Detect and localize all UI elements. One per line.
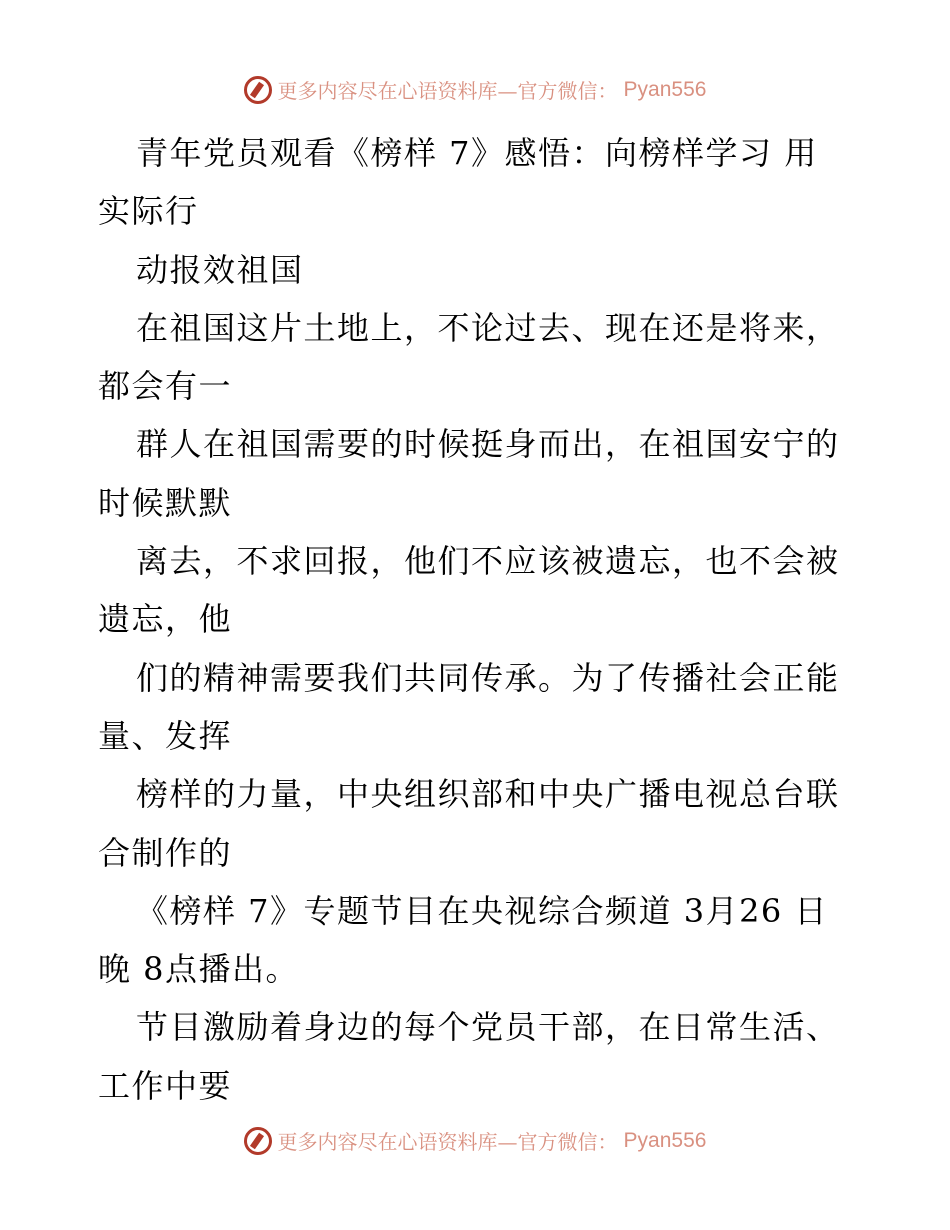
footer-watermark [0, 1126, 950, 1155]
text-line: 时候默默 [98, 483, 233, 522]
logo-icon [244, 76, 272, 104]
text-line: 遗忘，他 [98, 600, 233, 639]
text-line: 工作中要 [98, 1066, 233, 1105]
text-line: 节目激励着身边的每个党员干部，在日常生活、 [136, 1008, 840, 1047]
watermark-text: 更多内容尽在心语资料库—官方微信： [277, 1130, 618, 1154]
text-line: 榜样的力量，中央组织部和中央广播电视总台联 [136, 775, 840, 814]
text-line: 都会有一 [98, 367, 233, 406]
watermark-wechat-id: Pyan556 [623, 1128, 707, 1152]
text-line: 晚 8点播出。 [98, 950, 300, 989]
logo-icon [244, 1127, 272, 1155]
header-watermark [0, 75, 950, 104]
document-body [98, 124, 858, 1115]
text-line: 动报效祖国 [136, 250, 304, 289]
text-line: 量、发挥 [98, 716, 233, 755]
text-line: 青年党员观看《榜样 7》感悟：向榜样学习 用 [136, 134, 818, 172]
text-line: 在祖国这片土地上，不论过去、现在还是将来， [136, 308, 840, 347]
text-line: 们的精神需要我们共同传承。为了传播社会正能 [136, 658, 840, 697]
text-line: 群人在祖国需要的时候挺身而出，在祖国安宁的 [136, 425, 840, 464]
text-line: 合制作的 [98, 833, 233, 872]
text-line: 离去，不求回报，他们不应该被遗忘，也不会被 [136, 542, 840, 581]
watermark-wechat-id: Pyan556 [623, 77, 707, 101]
watermark-text: 更多内容尽在心语资料库—官方微信： [277, 79, 618, 103]
text-line: 《榜样 7》专题节目在央视综合频道 3月26 日 [136, 891, 828, 930]
text-line: 实际行 [98, 192, 199, 231]
